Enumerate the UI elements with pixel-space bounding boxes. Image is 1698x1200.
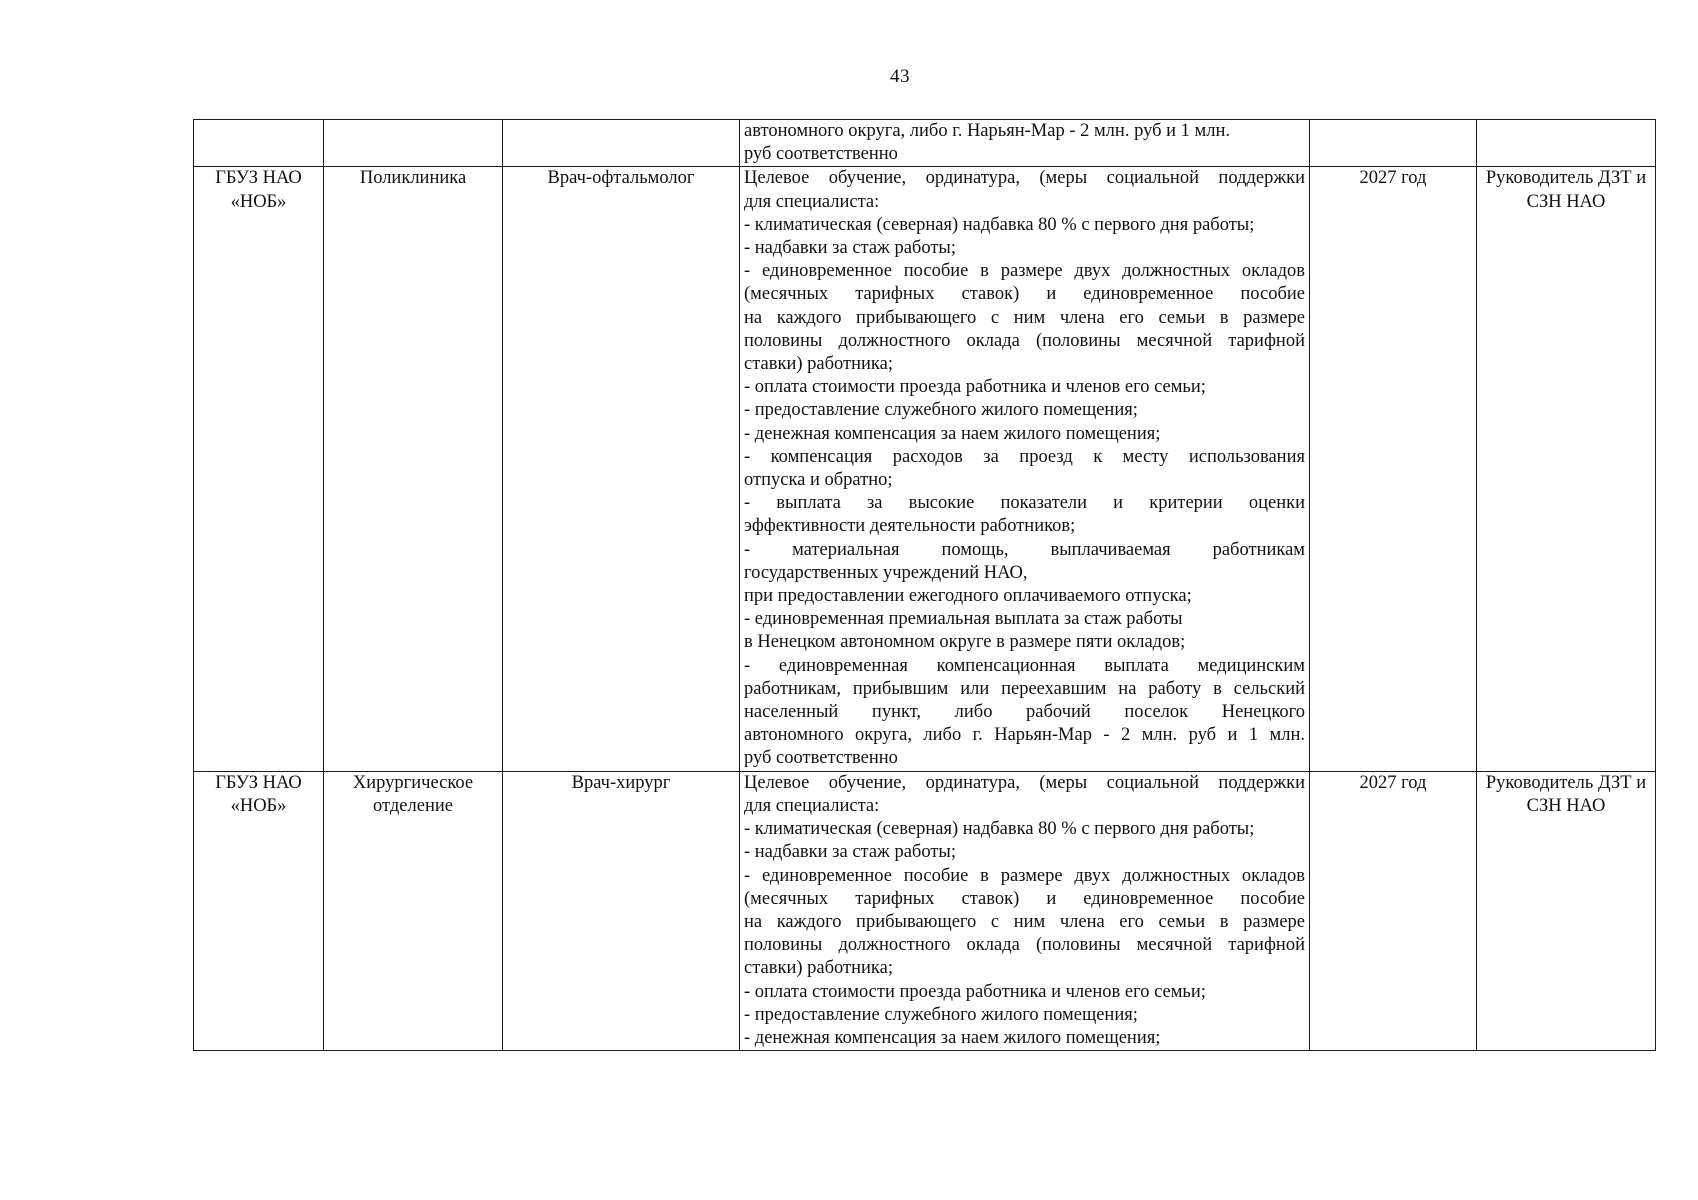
position-cell (503, 120, 740, 167)
year-cell: 2027 год (1310, 167, 1477, 771)
measure-line: - климатическая (северная) надбавка 80 % с первого дня работы; (744, 214, 1255, 235)
table-row (194, 771, 1656, 1050)
measure-line: - надбавки за стаж работы; (744, 238, 957, 259)
responsible-cell: Руководитель ДЗТ и СЗН НАО (1477, 771, 1656, 1050)
measure-line: половины должностного оклада (половины месячной тарифной (744, 330, 1305, 351)
org-cell: ГБУЗ НАО «НОБ» (194, 167, 324, 771)
measure-line: автономного округа, либо г. Нарьян-Мар - 2 млн. руб и 1 млн. (744, 725, 1305, 746)
measure-line: автономного округа, либо г. Нарьян-Мар - 2 млн. руб и 1 млн. (744, 121, 1230, 141)
measure-line: - единовременное пособие в размере двух должностных окладов (744, 865, 1305, 886)
measure-line: отпуска и обратно; (744, 470, 893, 491)
measure-line: - предоставление служебного жилого помещения; (744, 400, 1138, 421)
responsible-cell: Руководитель ДЗТ и СЗН НАО (1477, 167, 1656, 771)
measure-line: на каждого прибывающего с ним члена его семьи в размере (744, 911, 1305, 932)
measure-line: (месячных тарифных ставок) и единовременное пособие (744, 888, 1305, 909)
measure-line: - предоставление служебного жилого помещения; (744, 1004, 1138, 1025)
page-number: 43 (890, 66, 910, 87)
measure-line: половины должностного оклада (половины месячной тарифной (744, 935, 1305, 956)
responsible-cell (1477, 120, 1656, 167)
measure-line: - надбавки за стаж работы; (744, 842, 957, 863)
table-row (194, 120, 1656, 167)
measures-cell (740, 120, 1310, 167)
year-cell (1310, 120, 1477, 167)
measure-line: ставки) работника; (744, 354, 893, 375)
measure-line: - оплата стоимости проезда работника и членов его семьи; (744, 377, 1206, 398)
measure-line: эффективности деятельности работников; (744, 516, 1076, 537)
measure-line: для специалиста: (744, 191, 880, 212)
measure-line: - выплата за высокие показатели и критерии оценки (744, 493, 1305, 514)
measure-line: - компенсация расходов за проезд к месту использования (744, 446, 1305, 467)
measure-line: - единовременная компенсационная выплата медицинским (744, 655, 1305, 676)
year-cell: 2027 год (1310, 771, 1477, 1050)
department-cell (324, 120, 503, 167)
department-cell: Поликлиника (324, 167, 503, 771)
measure-line: - единовременная премиальная выплата за стаж работы (744, 609, 1183, 630)
org-cell: ГБУЗ НАО «НОБ» (194, 771, 324, 1050)
measure-line: - единовременное пособие в размере двух должностных окладов (744, 261, 1305, 282)
measure-line: (месячных тарифных ставок) и единовременное пособие (744, 284, 1305, 305)
measure-line: населенный пункт, либо рабочий поселок Ненецкого (744, 702, 1305, 723)
measures-cell (740, 771, 1310, 1050)
measure-line: в Ненецком автономном округе в размере пяти окладов; (744, 632, 1186, 653)
department-cell: Хирургическое отделение (324, 771, 503, 1050)
position-cell: Врач-офтальмолог (503, 167, 740, 771)
measure-line: руб соответственно (744, 748, 898, 769)
measure-line: при предоставлении ежегодного оплачиваемого отпуска; (744, 586, 1192, 607)
measures-cell (740, 167, 1310, 771)
measure-line: - материальная помощь, выплачиваемая работникам (744, 539, 1305, 560)
org-cell (194, 120, 324, 167)
measure-line: - оплата стоимости проезда работника и членов его семьи; (744, 981, 1206, 1002)
measure-line: Целевое обучение, ординатура, (меры социальной поддержки (744, 772, 1305, 793)
measure-line: ставки) работника; (744, 958, 893, 979)
measure-line: государственных учреждений НАО, (744, 562, 1028, 583)
position-cell: Врач-хирург (503, 771, 740, 1050)
measure-line: - денежная компенсация за наем жилого помещения; (744, 423, 1161, 444)
measure-line: работникам, прибывшим или переехавшим на работу в сельский (744, 678, 1305, 699)
measure-line: для специалиста: (744, 795, 880, 816)
incentives-table (193, 119, 1656, 1051)
measure-line: руб соответственно (744, 144, 898, 165)
table-row (194, 167, 1656, 771)
measure-line: - денежная компенсация за наем жилого помещения; (744, 1027, 1161, 1048)
measure-line: - климатическая (северная) надбавка 80 % с первого дня работы; (744, 819, 1255, 840)
measure-line: Целевое обучение, ординатура, (меры социальной поддержки (744, 168, 1305, 189)
measure-line: на каждого прибывающего с ним члена его семьи в размере (744, 307, 1305, 328)
